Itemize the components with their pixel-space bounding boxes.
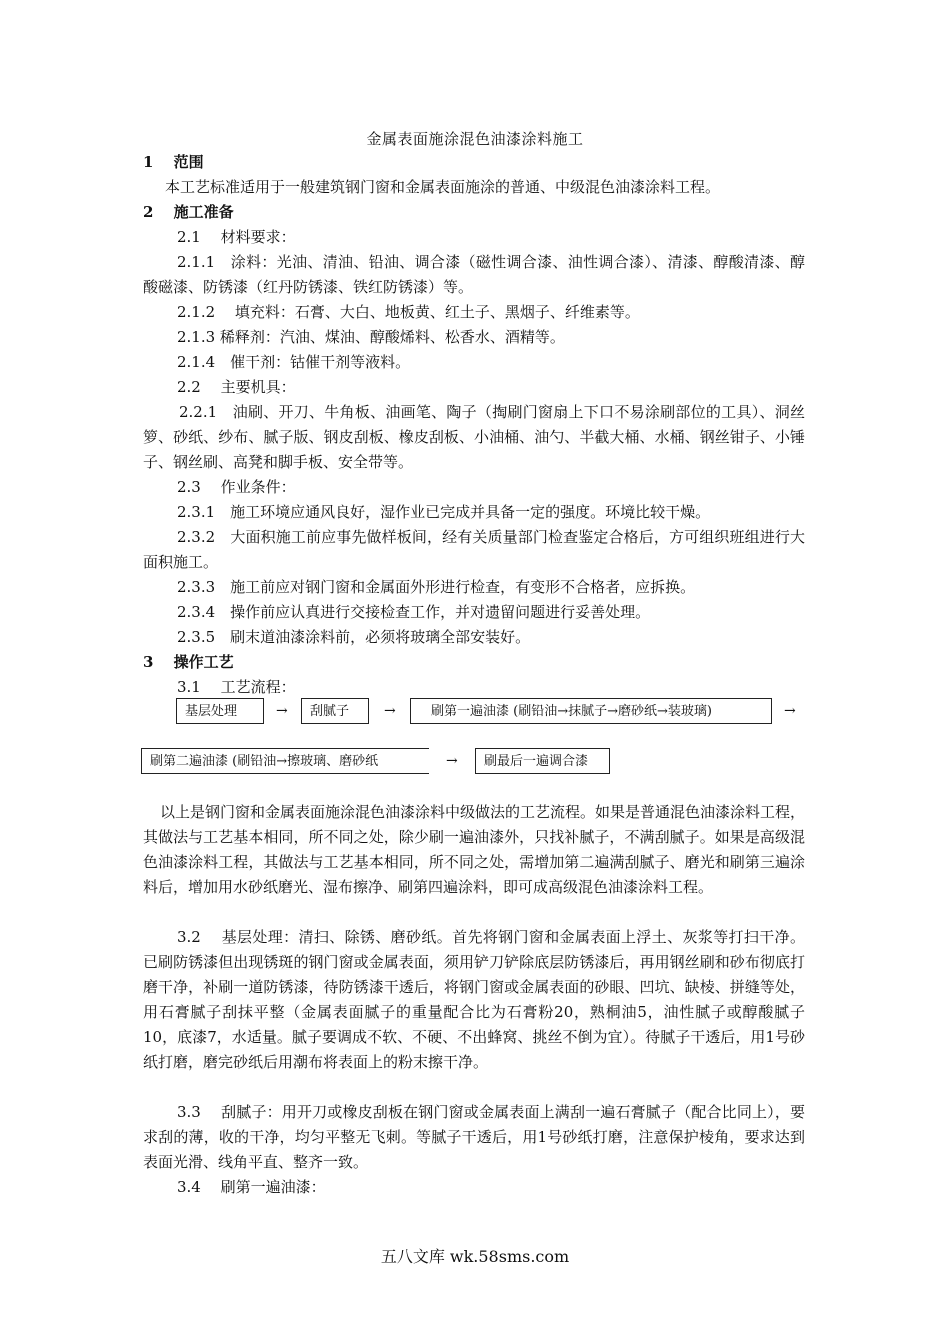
flow-arrow-2: → bbox=[384, 703, 396, 719]
section-1-heading: 1 范围 bbox=[143, 153, 204, 171]
section-3-3-text: 3.3 刮腻子：用开刀或橡皮刮板在钢门窗或金属表面上满刮一遍石膏腻子（配合比同上），要求刮的薄，收的干净，均匀平整无飞刺。等腻子干透后，用1号砂纸打磨，注意保护棱角，要求达到表面光滑、线角平直、整齐一致。 bbox=[143, 1103, 805, 1171]
footer-watermark: 五八文库 wk.58sms.com bbox=[380, 1247, 570, 1266]
document-title: 金属表面施涂混色油漆涂料施工 bbox=[366, 130, 584, 148]
section-3-4-heading: 3.4 刷第一遍油漆： bbox=[177, 1178, 326, 1196]
section-2-1-4-text: 2.1.4 催干剂：钴催干剂等液料。 bbox=[177, 353, 411, 371]
flow-step-final-coat: 刷最后一遍调合漆 bbox=[475, 748, 610, 774]
section-3-1-explanation: 以上是钢门窗和金属表面施涂混色油漆涂料中级做法的工艺流程。如果是普通混色油漆涂料工程，其做法与工艺基本相同，所不同之处，除少刷一遍油漆外，只找补腻子，不满刮腻子。如果是高级混色油漆涂料工程，其做法与工艺基本相同，所不同之处，需增加第二遍满刮腻子、磨光和刷第三遍涂料后，增加用水砂纸磨光、湿布擦净、刷第四遍涂料，即可成高级混色油漆涂料工程。 bbox=[143, 803, 806, 896]
section-2-1-1-text: 2.1.1 涂料：光油、清油、铅油、调合漆（磁性调合漆、油性调合漆）、清漆、醇酸清漆、醇酸磁漆、防锈漆（红丹防锈漆、铁红防锈漆）等。 bbox=[143, 253, 805, 296]
flow-step-first-coat: 刷第一遍油漆 (刷铅油→抹腻子→磨砂纸→装玻璃) bbox=[410, 698, 772, 724]
flow-arrow-3: → bbox=[784, 703, 796, 719]
section-2-1-heading: 2.1 材料要求： bbox=[177, 228, 296, 246]
section-2-3-heading: 2.3 作业条件： bbox=[177, 478, 296, 496]
flow-step-putty: 刮腻子 bbox=[301, 698, 369, 724]
section-2-3-5-text: 2.3.5 刷末道油漆涂料前，必须将玻璃全部安装好。 bbox=[177, 628, 531, 646]
section-2-3-1-text: 2.3.1 施工环境应通风良好，湿作业已完成并具备一定的强度。环境比较干燥。 bbox=[177, 503, 711, 521]
section-2-1-3-text: 2.1.3 稀释剂：汽油、煤油、醇酸烯料、松香水、酒精等。 bbox=[177, 328, 565, 346]
section-2-1-2-text: 2.1.2 填充料：石膏、大白、地板黄、红土子、黑烟子、纤维素等。 bbox=[177, 303, 640, 321]
flow-arrow-4: → bbox=[446, 753, 458, 769]
section-2-heading: 2 施工准备 bbox=[143, 203, 234, 221]
flow-arrow-1: → bbox=[276, 703, 288, 719]
section-2-3-3-text: 2.3.3 施工前应对钢门窗和金属面外形进行检查，有变形不合格者，应拆换。 bbox=[177, 578, 696, 596]
section-3-2-text: 3.2 基层处理：清扫、除锈、磨砂纸。首先将钢门窗和金属表面上浮土、灰浆等打扫干净。已刷防锈漆但出现锈斑的钢门窗或金属表面，须用铲刀铲除底层防锈漆后，再用钢丝刷和砂布彻底打磨干净，补刷一道防锈漆，待防锈漆干透后，将钢门窗或金属表面的砂眼、凹坑、缺棱、拼缝等处，用石膏腻子刮抹平整（金属表面腻子的重量配合比为石膏粉20，熟桐油5，油性腻子或醇酸腻子10，底漆7，水适量。腻子要调成不软、不硬、不出蜂窝、挑丝不倒为宜）。待腻子干透后，用1号砂纸打磨，磨完砂纸后用潮布将表面上的粉末擦干净。 bbox=[143, 928, 805, 1071]
section-3-1-heading: 3.1 工艺流程： bbox=[177, 678, 296, 696]
flow-step-base-treatment: 基层处理 bbox=[176, 698, 264, 724]
flow-step-second-coat: 刷第二遍油漆 (刷铅油→擦玻璃、磨砂纸 bbox=[141, 748, 429, 774]
section-2-2-1-text: 2.2.1 油刷、开刀、牛角板、油画笔、陶子（掏刷门窗扇上下口不易涂刷部位的工具）、洞丝箩、砂纸、纱布、腻子版、钢皮刮板、橡皮刮板、小油桶、油勺、半截大桶、水桶、钢丝钳子、小锤子、钢丝刷、高凳和脚手板、安全带等。 bbox=[143, 403, 805, 471]
section-2-3-4-text: 2.3.4 操作前应认真进行交接检查工作，并对遗留问题进行妥善处理。 bbox=[177, 603, 651, 621]
section-2-2-heading: 2.2 主要机具： bbox=[177, 378, 296, 396]
section-1-scope-text: 本工艺标准适用于一般建筑钢门窗和金属表面施涂的普通、中级混色油漆涂料工程。 bbox=[165, 178, 721, 196]
section-2-3-2-text: 2.3.2 大面积施工前应事先做样板间，经有关质量部门检查鉴定合格后，方可组织班组进行大面积施工。 bbox=[143, 528, 805, 571]
section-3-heading: 3 操作工艺 bbox=[143, 653, 234, 671]
